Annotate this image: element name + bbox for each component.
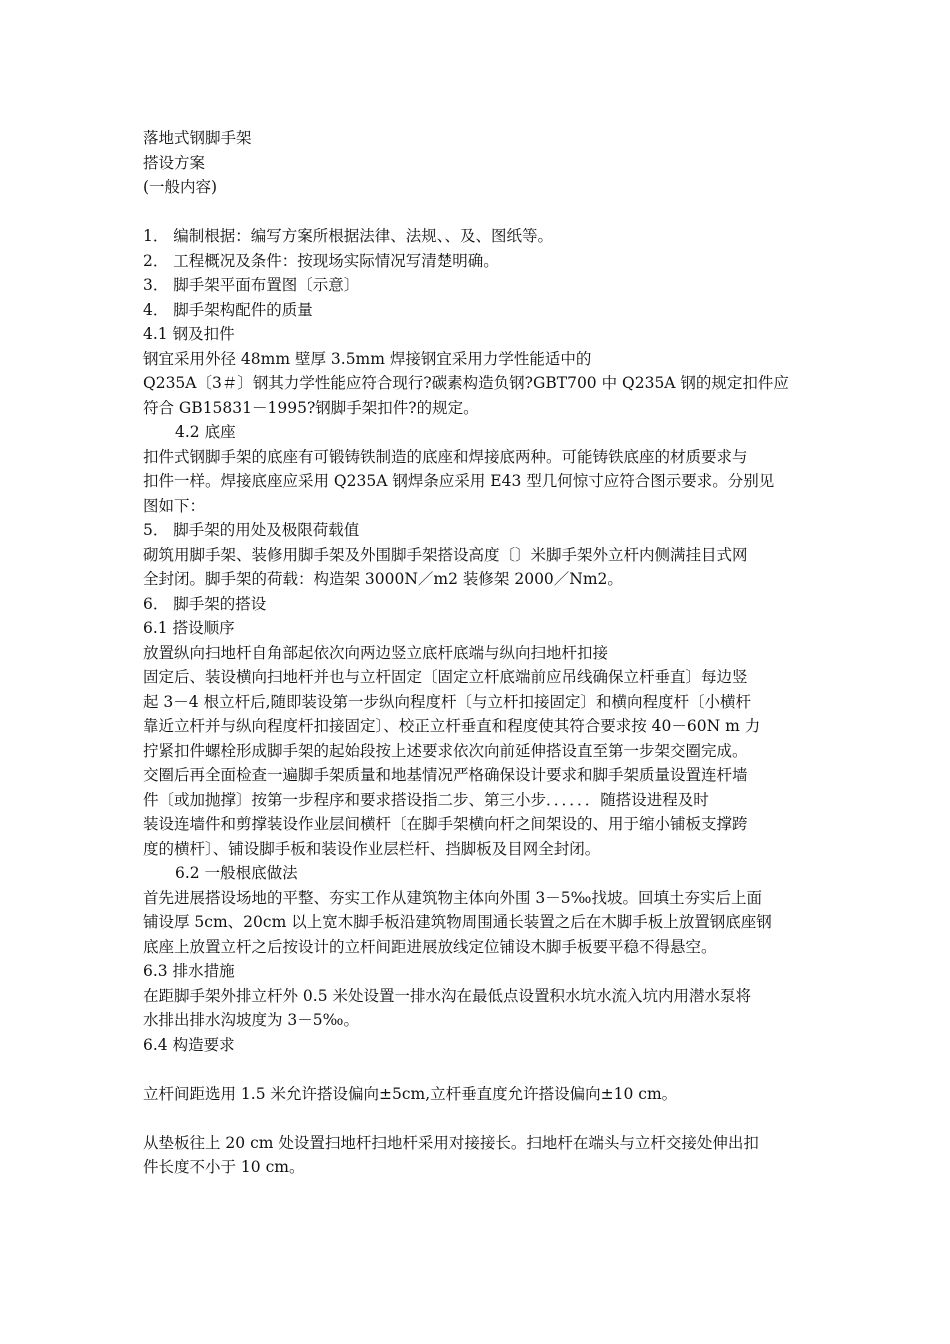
text-line: 4.1 钢及扣件 [143, 325, 235, 343]
text-line: 钢宜采用外径 48mm 壁厚 3.5mm 焊接钢宜采用力学性能适中的 [143, 349, 592, 368]
text-line: 6.1 搭设顺序 [143, 619, 235, 637]
text-line: 立杆间距选用 1.5 米允许搭设偏向±5cm,立杆垂直度允许搭设偏向±10 cm。 [143, 1084, 678, 1103]
text-line: 2． 工程概况及条件：按现场实际情况写清楚明确。 [143, 251, 499, 270]
text-line: 全封闭。脚手架的荷载：构造架 3000N／m2 装修架 2000／Nm2。 [143, 570, 623, 588]
doc-title: 落地式钢脚手架 [143, 129, 252, 147]
text-line: 靠近立杆并与纵向程度杆扣接固定〕、校正立杆垂直和程度使其符合要求按 40－60N m 力 [143, 717, 761, 735]
blank-line [143, 1057, 808, 1082]
doc-subtitle: 搭设方案 [143, 153, 206, 172]
text-line: 6.3 排水措施 [143, 962, 235, 980]
text-line: 图如下： [143, 496, 206, 515]
text-line: 从垫板往上 20 cm 处设置扫地杆扫地杆采用对接接长。扫地杆在端头与立杆交接处伸出扣 [143, 1133, 759, 1152]
doc-subtitle-note: (一般内容) [143, 178, 218, 196]
text-line: 6． 脚手架的搭设 [143, 594, 267, 613]
text-line: 在距脚手架外排立杆外 0.5 米处设置一排水沟在最低点设置积水坑水流入坑内用潜水泵将 [143, 986, 752, 1005]
text-line: 5． 脚手架的用处及极限荷载值 [143, 521, 360, 539]
document-body [143, 224, 808, 1180]
text-line: 4． 脚手架构配件的质量 [143, 300, 313, 319]
text-line: 底座上放置立杆之后按设计的立杆间距进展放线定位铺设木脚手板要平稳不得悬空。 [143, 937, 717, 956]
text-line: 砌筑用脚手架、装修用脚手架及外围脚手架搭设高度〔〕米脚手架外立杆内侧满挂目式网 [143, 545, 748, 564]
text-line: 首先进展搭设场地的平整、夯实工作从建筑物主体向外围 3－5‰找坡。回填土夯实后上面 [143, 888, 762, 907]
text-line: 扣件一样。焊接底座应采用 Q235A 钢焊条应采用 E43 型几何惊寸应符合图示要求。分别见 [143, 472, 775, 490]
text-line: 符合 GB15831－1995?钢脚手架扣件?的规定。 [143, 398, 479, 417]
text-line: 装设连墙件和剪撑装设作业层间横杆〔在脚手架横向杆之间架设的、用于缩小铺板支撑跨 [143, 815, 748, 833]
text-line: 件长度不小于 10 cm。 [143, 1158, 305, 1176]
text-line: 固定后、装设横向扫地杆并也与立杆固定〔固定立杆底端前应吊线确保立杆垂直〕每边竖 [143, 668, 748, 686]
text-line: 水排出排水沟坡度为 3－5‰。 [143, 1011, 359, 1029]
text-line: 起 3－4 根立杆后,随即装设第一步纵向程度杆〔与立杆扣接固定〕和横向程度杆〔小横杆 [143, 692, 752, 711]
text-line: 铺设厚 5cm、20cm 以上宽木脚手板沿建筑物周围通长装置之后在木脚手板上放置钢底座钢 [143, 913, 772, 931]
document-page [143, 126, 808, 1180]
blank-line [143, 200, 808, 225]
text-line: 度的横杆〕、铺设脚手板和装设作业层栏杆、挡脚板及目网全封闭。 [143, 839, 601, 858]
text-line: 4.2 底座 [175, 423, 236, 441]
text-line: 交圈后再全面检查一遍脚手架质量和地基情况严格确保设计要求和脚手架质量设置连杆墙 [143, 766, 748, 784]
text-line: 件〔或加抛撑〕按第一步程序和要求搭设指二步、第三小步．．．．．．随搭设进程及时 [143, 790, 709, 809]
text-line: 6.2 一般根底做法 [175, 864, 298, 882]
text-line: 6.4 构造要求 [143, 1035, 235, 1054]
text-line: Q235A〔3＃〕钢其力学性能应符合现行?碳素构造负钢?GBT700 中 Q235A 钢的规定扣件应 [143, 374, 789, 392]
text-line: 扣件式钢脚手架的底座有可锻铸铁制造的底座和焊接底两种。可能铸铁底座的材质要求与 [143, 447, 748, 466]
text-line: 3． 脚手架平面布置图〔示意〕 [143, 276, 360, 294]
text-line: 1． 编制根据：编写方案所根据法律、法规、、及、图纸等。 [143, 227, 554, 245]
blank-line [143, 1106, 808, 1131]
text-line: 拧紧扣件螺栓形成脚手架的起始段按上述要求依次向前延伸搭设直至第一步架交圈完成。 [143, 741, 748, 760]
text-line: 放置纵向扫地杆自角部起依次向两边竖立底杆底端与纵向扫地杆扣接 [143, 643, 609, 662]
